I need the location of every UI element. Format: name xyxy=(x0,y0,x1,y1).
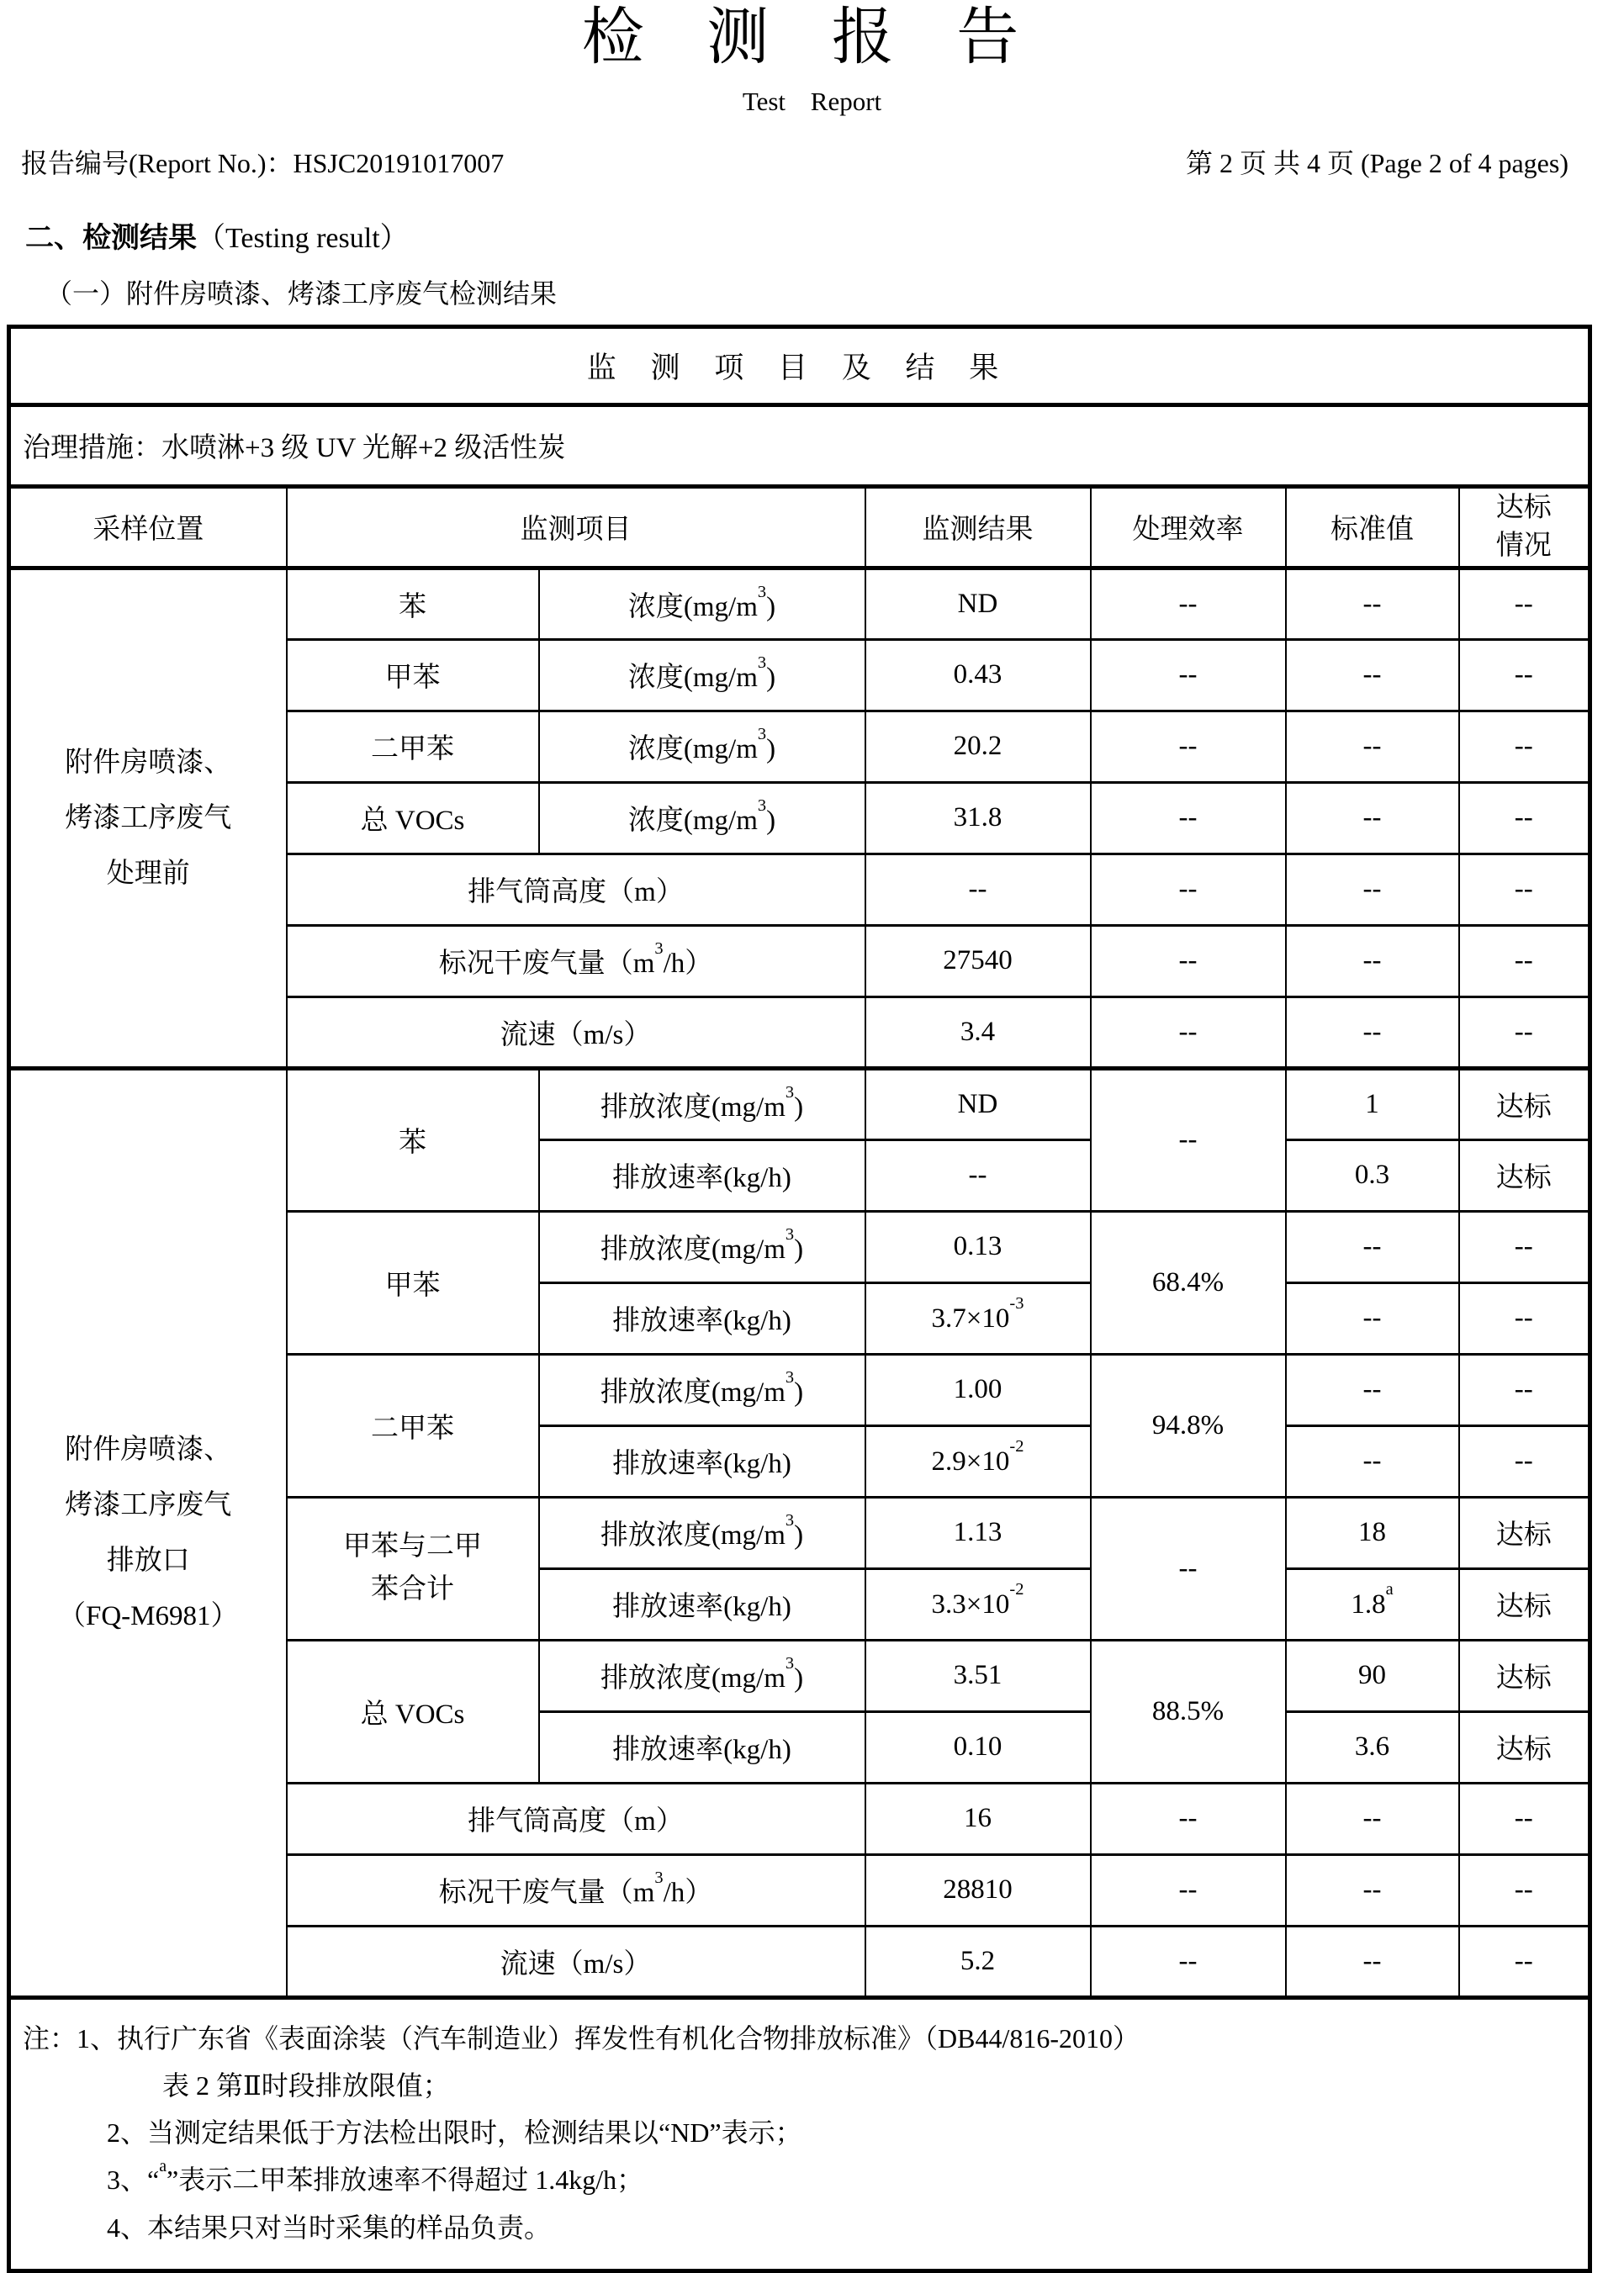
cell-item: 总 VOCs xyxy=(287,1640,539,1783)
note-line-1: 注：1、执行广东省《表面涂装（汽车制造业）挥发性有机化合物排放标准》（DB44/816-2010） xyxy=(23,2022,1140,2054)
cell-result: -- xyxy=(865,1139,1091,1211)
cell-status: -- xyxy=(1459,639,1590,711)
cell-result: 3.51 xyxy=(865,1640,1091,1711)
cell-param: 排放速率(kg/h) xyxy=(539,1425,865,1497)
cell-standard: -- xyxy=(1286,711,1459,782)
cell-param: 排放速率(kg/h) xyxy=(539,1568,865,1640)
cell-param: 排放速率(kg/h) xyxy=(539,1139,865,1211)
cell-standard: -- xyxy=(1286,996,1459,1068)
cell-efficiency: -- xyxy=(1091,1926,1286,1997)
cell-efficiency: 68.4% xyxy=(1091,1211,1286,1354)
cell-standard: -- xyxy=(1286,1854,1459,1926)
cell-status: 达标 xyxy=(1459,1497,1590,1568)
cell-item: 甲苯 xyxy=(287,639,539,711)
cell-param: 标况干废气量$(m^3/h)$ xyxy=(287,1854,865,1926)
cell-result: $2.9\times 10^{-2}$ xyxy=(865,1425,1091,1497)
sampling-location-before-treatment: 附件房喷漆、 烤漆工序废气 处理前 xyxy=(9,568,287,1068)
cell-result: $3.7\times 10^{-3}$ xyxy=(865,1282,1091,1354)
cell-result: ND xyxy=(865,1068,1091,1139)
cell-efficiency: -- xyxy=(1091,782,1286,854)
cell-efficiency: -- xyxy=(1091,1497,1286,1640)
note-line-3: 3、“$^a$”表示二甲苯排放速率不得超过 1.4kg/h； xyxy=(107,2156,644,2196)
cell-efficiency: -- xyxy=(1091,996,1286,1068)
cell-param: 浓度$(mg/m^3)$ xyxy=(539,568,865,639)
cell-standard: -- xyxy=(1286,1783,1459,1854)
cell-standard: -- xyxy=(1286,782,1459,854)
cell-standard: -- xyxy=(1286,925,1459,996)
cell-item: 总 VOCs xyxy=(287,782,539,854)
cell-standard: 18 xyxy=(1286,1497,1459,1568)
cell-param: 排气筒高度（m） xyxy=(287,854,865,925)
cell-efficiency: -- xyxy=(1091,925,1286,996)
cell-efficiency: -- xyxy=(1091,1068,1286,1211)
cell-standard: -- xyxy=(1286,1211,1459,1282)
cell-result: 0.13 xyxy=(865,1211,1091,1282)
cell-item: 苯 xyxy=(287,1068,539,1211)
cell-param: 浓度$(mg/m^3)$ xyxy=(539,711,865,782)
cell-status: 达标 xyxy=(1459,1139,1590,1211)
cell-status: -- xyxy=(1459,854,1590,925)
cell-item: 苯 xyxy=(287,568,539,639)
cell-status: -- xyxy=(1459,711,1590,782)
cell-status: 达标 xyxy=(1459,1568,1590,1640)
cell-result: 3.4 xyxy=(865,996,1091,1068)
cell-standard: 90 xyxy=(1286,1640,1459,1711)
cell-param: 排气筒高度（m） xyxy=(287,1783,865,1854)
report-title-cn: 检 测 报 告 xyxy=(581,3,1043,72)
report-number: 报告编号(Report No.)：HSJC20191017007 xyxy=(21,147,505,178)
cell-result: -- xyxy=(865,854,1091,925)
cell-result: 1.00 xyxy=(865,1354,1091,1425)
cell-status: -- xyxy=(1459,782,1590,854)
cell-param: 排放浓度$(mg/m^3)$ xyxy=(539,1640,865,1711)
sampling-location-outlet: 附件房喷漆、 烤漆工序废气 排放口 （FQ-M6981） xyxy=(9,1068,287,1997)
cell-result: $3.3\times 10^{-2}$ xyxy=(865,1568,1091,1640)
cell-param: 排放浓度$(mg/m^3)$ xyxy=(539,1068,865,1139)
cell-standard: -- xyxy=(1286,1354,1459,1425)
cell-status: -- xyxy=(1459,925,1590,996)
cell-result: 5.2 xyxy=(865,1926,1091,1997)
cell-status: -- xyxy=(1459,1854,1590,1926)
cell-standard: -- xyxy=(1286,639,1459,711)
cell-efficiency: -- xyxy=(1091,1783,1286,1854)
cell-standard: 3.6 xyxy=(1286,1711,1459,1783)
cell-status: -- xyxy=(1459,996,1590,1068)
cell-status: -- xyxy=(1459,1354,1590,1425)
cell-param: 排放浓度$(mg/m^3)$ xyxy=(539,1211,865,1282)
cell-status: -- xyxy=(1459,1282,1590,1354)
cell-param: 浓度$(mg/m^3)$ xyxy=(539,639,865,711)
subsection-heading: （一）附件房喷漆、烤漆工序废气检测结果 xyxy=(45,278,558,309)
cell-efficiency: -- xyxy=(1091,1854,1286,1926)
cell-efficiency: -- xyxy=(1091,854,1286,925)
cell-efficiency: -- xyxy=(1091,711,1286,782)
note-line-2: 2、当测定结果低于方法检出限时，检测结果以“ND”表示； xyxy=(107,2117,802,2149)
treatment-measures: 治理措施：水喷淋+3 级 UV 光解+2 级活性炭 xyxy=(9,404,1590,486)
cell-result: 20.2 xyxy=(865,711,1091,782)
cell-result: 1.13 xyxy=(865,1497,1091,1568)
cell-status: -- xyxy=(1459,568,1590,639)
results-table xyxy=(7,325,1592,2273)
cell-result: 0.43 xyxy=(865,639,1091,711)
table-band-title: 监 测 项 目 及 结 果 xyxy=(9,326,1590,404)
note-line-1b: 表 2 第Ⅱ时段排放限值； xyxy=(162,2070,450,2101)
cell-standard: 1.8$^a$ xyxy=(1286,1568,1459,1640)
cell-result: 16 xyxy=(865,1783,1091,1854)
cell-param: 排放速率(kg/h) xyxy=(539,1711,865,1783)
cell-status: -- xyxy=(1459,1783,1590,1854)
cell-item: 二甲苯 xyxy=(287,1354,539,1497)
section-heading-testing-result: 二、检测结果（Testing result） xyxy=(25,222,409,254)
col-header-sampling-location: 采样位置 xyxy=(9,486,287,568)
cell-param: 浓度$(mg/m^3)$ xyxy=(539,782,865,854)
col-header-treatment-efficiency: 处理效率 xyxy=(1091,486,1286,568)
cell-standard: -- xyxy=(1286,568,1459,639)
cell-param: 流速（m/s） xyxy=(287,996,865,1068)
col-header-monitoring-result: 监测结果 xyxy=(865,486,1091,568)
cell-efficiency: 88.5% xyxy=(1091,1640,1286,1783)
cell-efficiency: 94.8% xyxy=(1091,1354,1286,1497)
col-header-compliance-status: 达标情况 xyxy=(1459,486,1590,568)
cell-item: 二甲苯 xyxy=(287,711,539,782)
test-report-page xyxy=(0,3,1624,2243)
cell-efficiency: -- xyxy=(1091,639,1286,711)
col-header-monitoring-item: 监测项目 xyxy=(287,486,865,568)
cell-result: 27540 xyxy=(865,925,1091,996)
cell-standard: -- xyxy=(1286,1425,1459,1497)
cell-result: 28810 xyxy=(865,1854,1091,1926)
cell-param: 排放浓度$(mg/m^3)$ xyxy=(539,1497,865,1568)
cell-status: 达标 xyxy=(1459,1640,1590,1711)
cell-param: 标况干废气量$(m^3/h)$ xyxy=(287,925,865,996)
cell-standard: -- xyxy=(1286,854,1459,925)
cell-item: 甲苯 xyxy=(287,1211,539,1354)
cell-standard: -- xyxy=(1286,1282,1459,1354)
cell-result: 31.8 xyxy=(865,782,1091,854)
cell-param: 排放速率(kg/h) xyxy=(539,1282,865,1354)
cell-result: 0.10 xyxy=(865,1711,1091,1783)
cell-standard: 1 xyxy=(1286,1068,1459,1139)
report-meta-row xyxy=(21,142,1568,181)
cell-status: -- xyxy=(1459,1211,1590,1282)
cell-status: 达标 xyxy=(1459,1068,1590,1139)
cell-status: 达标 xyxy=(1459,1711,1590,1783)
cell-standard: 0.3 xyxy=(1286,1139,1459,1211)
page-indicator: 第 2 页 共 4 页 (Page 2 of 4 pages) xyxy=(1185,147,1568,178)
cell-status: -- xyxy=(1459,1926,1590,1997)
cell-standard: -- xyxy=(1286,1926,1459,1997)
report-title-en: Test Report xyxy=(742,86,882,116)
cell-efficiency: -- xyxy=(1091,568,1286,639)
cell-item: 甲苯与二甲 苯合计 xyxy=(287,1497,539,1640)
cell-result: ND xyxy=(865,568,1091,639)
col-header-standard-value: 标准值 xyxy=(1286,486,1459,568)
cell-param: 排放浓度$(mg/m^3)$ xyxy=(539,1354,865,1425)
note-line-4: 4、本结果只对当时采集的样品负责。 xyxy=(107,2212,552,2243)
cell-param: 流速（m/s） xyxy=(287,1926,865,1997)
notes-block xyxy=(9,1997,1590,2270)
cell-status: -- xyxy=(1459,1425,1590,1497)
